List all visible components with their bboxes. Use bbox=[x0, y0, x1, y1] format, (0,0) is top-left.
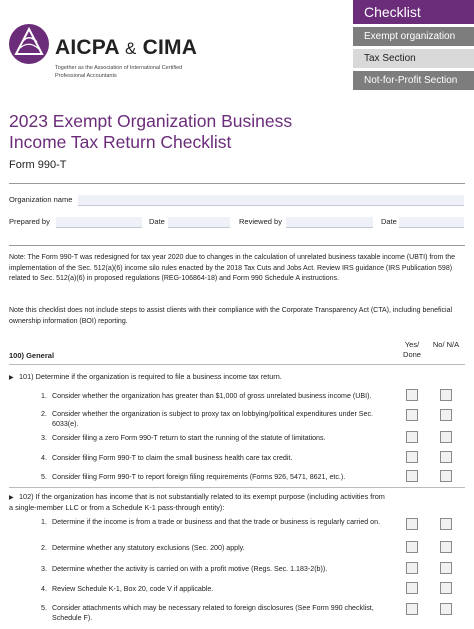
question-101-item-3: 3. Consider filing a zero Form 990-T return to start the running of the statute of limitations. bbox=[41, 434, 326, 442]
form-number: Form 990-T bbox=[9, 159, 67, 171]
note-cta: Note this checklist does not include steps to assist clients with their compliance with the Corporate Transparency Act (CTA), including beneficial ownership information (BOI) reporting. bbox=[9, 307, 453, 325]
question-101-item-5: 5. Consider filing Form 990-T to report foreign filing requirements (Forms 926, 5471, 8621, etc.). bbox=[41, 473, 346, 481]
category-tabs bbox=[353, 0, 474, 90]
globe-logo-icon bbox=[9, 24, 49, 64]
question-101-item-4: 4. Consider filing Form 990-T to claim the small business health care tax credit. bbox=[41, 454, 293, 462]
checkbox-102-1-no[interactable] bbox=[440, 518, 452, 530]
checkbox-102-2-yes[interactable] bbox=[406, 541, 418, 553]
review-date-label: Date bbox=[381, 217, 397, 226]
brand-name: AICPA & CIMA bbox=[55, 36, 198, 59]
checkbox-102-5-no[interactable] bbox=[440, 603, 452, 615]
question-102-item-3: 3. Determine whether the activity is carried on with a profit motive (Regs. Sec. 1.183-2(b)). bbox=[41, 565, 328, 573]
checkbox-101-1-no[interactable] bbox=[440, 389, 452, 401]
checkbox-101-5-no[interactable] bbox=[440, 470, 452, 482]
question-101-item-2: 2. Consider whether the organization is subject to proxy tax on lobbying/political expenditures under Sec. 6033(e). bbox=[41, 410, 373, 428]
divider bbox=[9, 487, 465, 488]
tab-header-checklist: Checklist bbox=[353, 0, 474, 24]
question-102-item-2: 2. Determine whether any statutory exclusions (Sec. 200) apply. bbox=[41, 544, 245, 552]
question-102-item-4: 4. Review Schedule K-1, Box 20, code V if applicable. bbox=[41, 585, 214, 593]
reviewed-by-field[interactable] bbox=[286, 217, 373, 228]
review-date-field[interactable] bbox=[399, 217, 464, 228]
divider bbox=[9, 183, 465, 184]
checkbox-101-2-yes[interactable] bbox=[406, 409, 418, 421]
organization-name-field[interactable] bbox=[78, 195, 464, 206]
checkbox-102-3-yes[interactable] bbox=[406, 562, 418, 574]
checkbox-101-3-no[interactable] bbox=[440, 431, 452, 443]
play-arrow-icon: ▶ bbox=[9, 495, 14, 501]
prepared-by-label: Prepared by bbox=[9, 217, 50, 226]
checkbox-102-5-yes[interactable] bbox=[406, 603, 418, 615]
date-field[interactable] bbox=[168, 217, 230, 228]
checkbox-101-4-no[interactable] bbox=[440, 451, 452, 463]
question-101-item-1: 1. Consider whether the organization has greater than $1,000 of gross unrelated business income (UBI). bbox=[41, 392, 372, 400]
brand-subtitle: Together as the Association of International Certified Professional Accountants bbox=[55, 65, 183, 79]
prepared-by-field[interactable] bbox=[56, 217, 142, 228]
checkbox-102-4-no[interactable] bbox=[440, 582, 452, 594]
checkbox-102-3-no[interactable] bbox=[440, 562, 452, 574]
checkbox-102-4-yes[interactable] bbox=[406, 582, 418, 594]
checkbox-101-2-no[interactable] bbox=[440, 409, 452, 421]
date-label: Date bbox=[149, 217, 165, 226]
question-102-item-5: 5. Consider attachments which may be necessary related to foreign disclosures (See Form 990 checklist, Schedule F). bbox=[41, 604, 374, 622]
checkbox-102-1-yes[interactable] bbox=[406, 518, 418, 530]
tab-exempt-organization[interactable]: Exempt organization bbox=[353, 27, 474, 46]
section-general: 100) General bbox=[9, 351, 55, 360]
divider bbox=[9, 245, 465, 246]
checkbox-101-5-yes[interactable] bbox=[406, 470, 418, 482]
question-102-item-1: 1. Determine if the income is from a trade or business and that the trade or business is regularly carried on. bbox=[41, 518, 381, 526]
organization-name-label: Organization name bbox=[9, 195, 73, 204]
checkbox-101-3-yes[interactable] bbox=[406, 431, 418, 443]
checkbox-101-4-yes[interactable] bbox=[406, 451, 418, 463]
tab-not-for-profit-section[interactable]: Not-for-Profit Section bbox=[353, 71, 474, 90]
document-title: 2023 Exempt Organization Business Income Tax Return Checklist bbox=[9, 111, 293, 152]
column-header-yes: Yes/ Done bbox=[403, 340, 421, 359]
question-101: ▶ 101) Determine if the organization is required to file a business income tax return. bbox=[9, 372, 282, 381]
column-header-no: No/ N/A bbox=[432, 340, 460, 349]
play-arrow-icon: ▶ bbox=[9, 375, 14, 381]
reviewed-by-label: Reviewed by bbox=[239, 217, 282, 226]
checkbox-101-1-yes[interactable] bbox=[406, 389, 418, 401]
checkbox-102-2-no[interactable] bbox=[440, 541, 452, 553]
question-102: ▶ 102) If the organization has income that is not substantially related to its exempt purpose (including activities from a single-member LLC or from a Schedule K-1 pass-through entity): bbox=[9, 492, 385, 512]
tab-tax-section[interactable]: Tax Section bbox=[353, 49, 474, 68]
note-redesign: Note: The Form 990-T was redesigned for tax year 2020 due to changes in the calculation of unrelated business taxable income (UBTI) from the implementation of the Sec. 512(a)(6) income silo rules enacted by the 2018 Tax Cuts and Jobs Act. Review IRS guidance (IRS Publication 598) related to Sec. 512(a)(6) in proposed regulations (REG-106864-18) and Form 990 Schedule A instructions. bbox=[9, 254, 456, 282]
divider bbox=[9, 364, 465, 365]
